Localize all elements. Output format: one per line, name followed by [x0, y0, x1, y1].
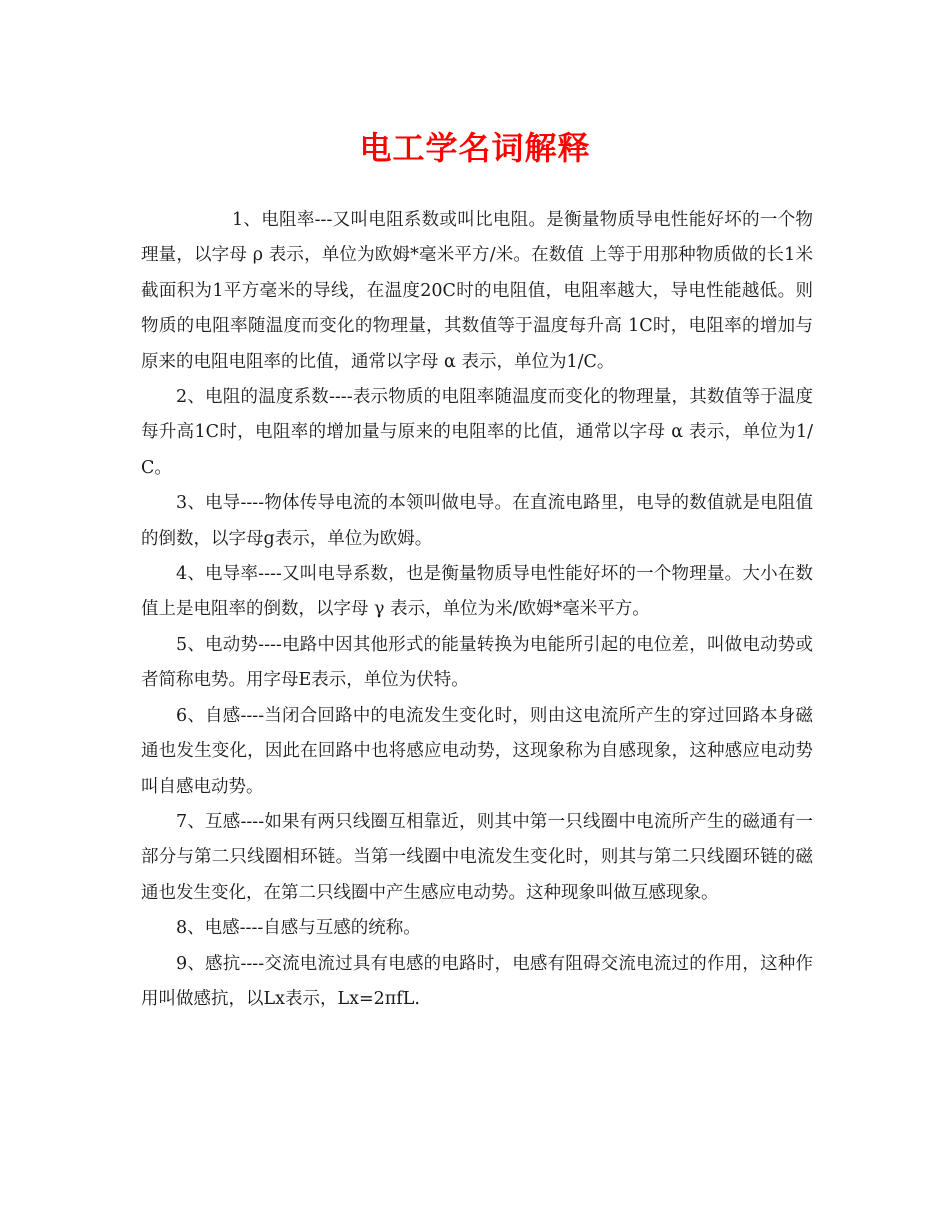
document-body — [141, 203, 813, 1017]
paragraph-temperature-coefficient: 2、电阻的温度系数----表示物质的电阻率随温度而变化的物理量，其数值等于温度每升高1C时，电阻率的增加量与原来的电阻率的比值，通常以字母 α 表示，单位为1/C。 — [141, 387, 813, 478]
paragraph-mutual-inductance: 7、互感----如果有两只线圈互相靠近，则其中第一只线圈中电流所产生的磁通有一部分与第二只线圈相环链。当第一线圈中电流发生变化时，则其与第二只线圈环链的磁通也发生变化，在第二只线圈中产生感应电动势。这种现象叫做互感现象。 — [141, 811, 813, 903]
paragraph-inductance: 8、电感----自感与互感的统称。 — [176, 918, 421, 939]
paragraph-resistivity: 1、电阻率---又叫电阻系数或叫比电阻。是衡量物质导电性能好坏的一个物理量，以字母 ρ 表示，单位为欧姆*毫米平方/米。在数值 上等于用那种物质做的长1米截面积为1平方毫米的导线，在温度20C时的电阻值，电阻率越大，导电性能越低。则物质的电阻率随温度而变化的物理量，其数值等于温度每升高 1C时，电阻率的增加与原来的电阻电阻率的比值，通常以字母 α 表示，单位为1/C。 — [141, 210, 813, 372]
paragraph-electromotive-force: 5、电动势----电路中因其他形式的能量转换为电能所引起的电位差，叫做电动势或者简称电势。用字母E表示，单位为伏特。 — [141, 634, 813, 691]
paragraph-inductive-reactance: 9、感抗----交流电流过具有电感的电路时，电感有阻碍交流电流过的作用，这种作用叫做感抗，以Lx表示，Lx=2πfL. — [141, 953, 813, 1009]
paragraph-self-inductance: 6、自感----当闭合回路中的电流发生变化时，则由这电流所产生的穿过回路本身磁通也发生变化，因此在回路中也将感应电动势，这现象称为自感现象，这种感应电动势叫自感电动势。 — [141, 705, 813, 797]
paragraph-conductance: 3、电导----物体传导电流的本领叫做电导。在直流电路里，电导的数值就是电阻值的倒数，以字母g表示，单位为欧姆。 — [141, 493, 813, 549]
document-title: 电工学名词解释 — [359, 129, 591, 167]
paragraph-conductivity: 4、电导率----又叫电导系数，也是衡量物质导电性能好坏的一个物理量。大小在数值上是电阻率的倒数，以字母 γ 表示，单位为米/欧姆*毫米平方。 — [141, 564, 813, 620]
